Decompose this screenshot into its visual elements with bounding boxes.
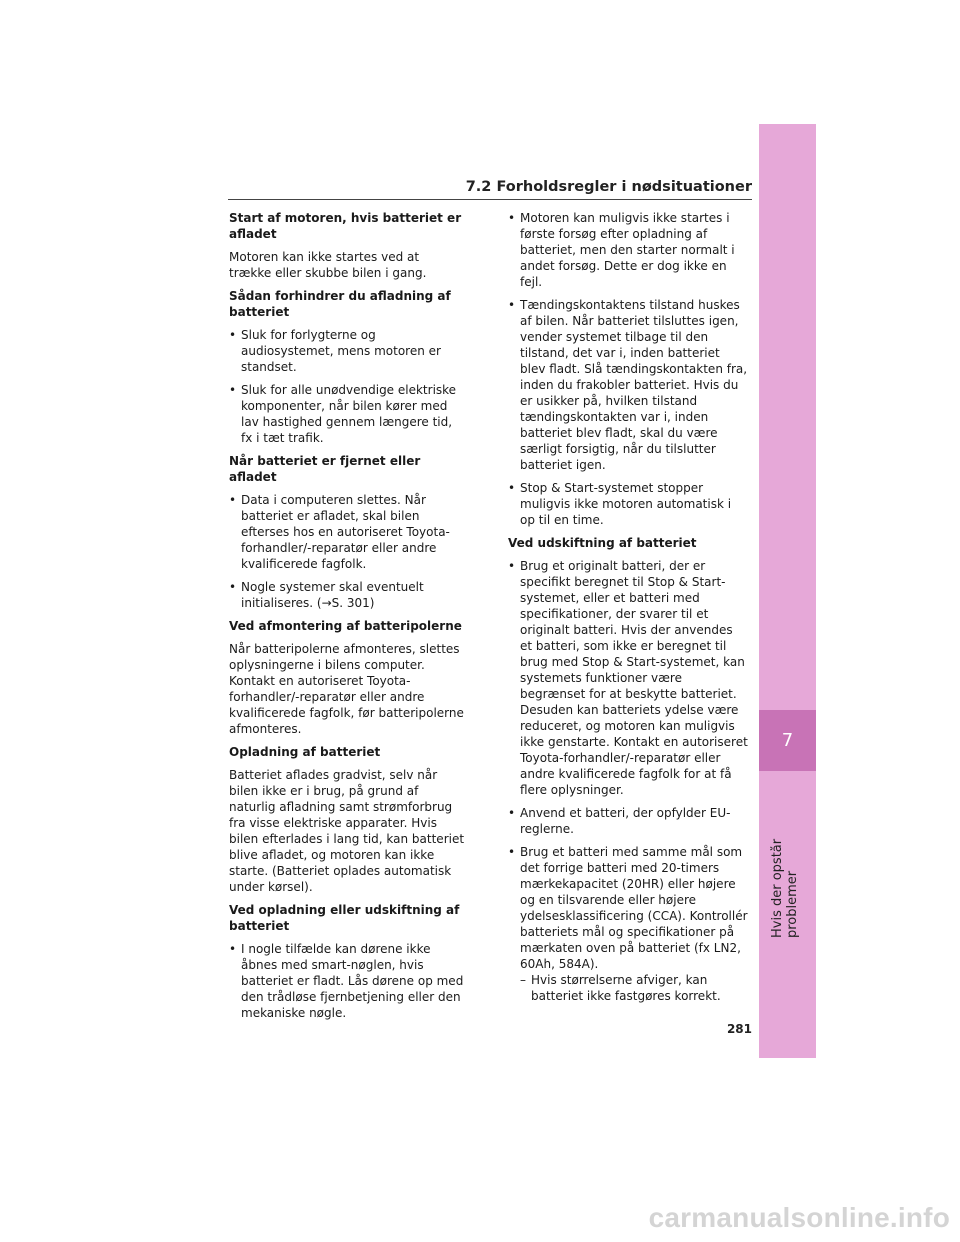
bullet-initialize-systems: • Nogle systemer skal eventuelt initialiseres. (→S. 301)	[229, 579, 465, 611]
sub-bullet-size-mismatch: – Hvis størrelserne afviger, kan batteriet ikke fastgøres korrekt.	[520, 972, 748, 1004]
bullet-data-erased: • Data i computeren slettes. Når batteriet er afladet, skal bilen efterses hos en autoriseret Toyota-forhandler/-reparatør eller andre kvalificerede fagfolk.	[229, 492, 465, 572]
heading-prevent-discharge: Sådan forhindrer du afladning af batteriet	[229, 289, 451, 319]
chapter-number-tab	[759, 710, 816, 771]
chapter-number: 7	[781, 730, 794, 751]
page-number: 281	[726, 1022, 752, 1036]
heading-replacement: Ved udskiftning af batteriet	[508, 536, 697, 550]
header-divider	[228, 199, 752, 200]
bullet-electrical-components: • Sluk for alle unødvendige elektriske komponenter, når bilen kører med lav hastighed gennem længere tid, fx i tæt trafik.	[229, 382, 465, 446]
bullet-smart-key: • I nogle tilfælde kan dørene ikke åbnes med smart-nøglen, hvis batteriet er fladt. Lås dørene op med den trådløse fjernbetjening eller den mekaniske nøgle.	[229, 941, 465, 1021]
heading-battery-removed: Når batteriet er fjernet eller afladet	[229, 454, 421, 484]
battery-size-text: • Brug et batteri med samme mål som det forrige batteri med 20-timers mærkekapacitet (20HR) eller højere og en tilsvarende eller højere ydelsesklassificering (CCA). Kontrollér batteriets mål og specifikationer på mærkaten oven på batteriet (fx LN2, 60Ah, 584A).	[520, 845, 748, 971]
bullet-ignition-state: • Tændingskontaktens tilstand huskes af bilen. Når batteriet tilsluttes igen, vender systemet tilbage til den tilstand, det var i, inden batteriet blev fladt. Slå tændingskontakten fra, inden du frakobler batteriet. Hvis du er usikker på, hvilken tilstand tændingskontakten var i, inden batteriet blev fladt, skal du være særligt forsigtig, når du tilslutter batteriet igen.	[508, 297, 748, 473]
right-column	[508, 210, 748, 1011]
heading-charge-or-replace: Ved opladning eller udskiftning af batteriet	[229, 903, 460, 933]
left-column	[229, 210, 465, 1028]
bullet-battery-size	[508, 844, 748, 1004]
heading-start-engine: Start af motoren, hvis batteriet er afladet	[229, 211, 462, 241]
heading-charging: Opladning af batteriet	[229, 745, 381, 759]
chapter-label: Hvis der opstår problemer	[770, 838, 800, 938]
watermark-logo: carmanualsonline.info	[648, 1202, 950, 1233]
bullet-first-attempt: • Motoren kan muligvis ikke startes i første forsøg efter opladning af batteriet, men den starter normalt i andet forsøg. Dette er dog ikke en fejl.	[508, 210, 748, 290]
bullet-stop-start: • Stop & Start-systemet stopper muligvis ikke motoren automatisk i op til en time.	[508, 480, 748, 528]
bullet-original-battery: • Brug et originalt batteri, der er specifikt beregnet til Stop & Start-systemet, eller et batteri med specifikationer, der svarer til et originalt batteri. Hvis der anvendes et batteri, som ikke er beregnet til brug med Stop & Start-systemet, kan systemets funktioner være begrænset for at beskytte batteriet. Desuden kan batteriets ydelse være reduceret, og motoren kan muligvis ikke genstarte. Kontakt en autoriseret Toyota-forhandler/-reparatør eller andre kvalificerede fagfolk for at få flere oplysninger.	[508, 558, 748, 798]
heading-terminal-removal: Ved afmontering af batteripolerne	[229, 619, 462, 633]
bullet-headlights: • Sluk for forlygterne og audiosystemet, mens motoren er standset.	[229, 327, 465, 375]
paragraph-push-start: Motoren kan ikke startes ved at trække eller skubbe bilen i gang.	[229, 250, 427, 280]
bullet-eu-rules: • Anvend et batteri, der opfylder EU-reglerne.	[508, 805, 748, 837]
section-header: 7.2 Forholdsregler i nødsituationer	[465, 179, 752, 195]
paragraph-charging: Batteriet aflades gradvist, selv når bilen ikke er i brug, på grund af naturlig afladning samt strømforbrug fra visse elektriske apparater. Hvis bilen efterlades i lang tid, kan batteriet blive afladet, og motoren kan ikke starte. (Batteriet oplades automatisk under kørsel).	[229, 768, 465, 894]
paragraph-terminal-removal: Når batteripolerne afmonteres, slettes oplysningerne i bilens computer. Kontakt en autoriseret Toyota-forhandler/-reparatør eller andre kvalificerede fagfolk, før batteripolerne afmonteres.	[229, 642, 464, 736]
